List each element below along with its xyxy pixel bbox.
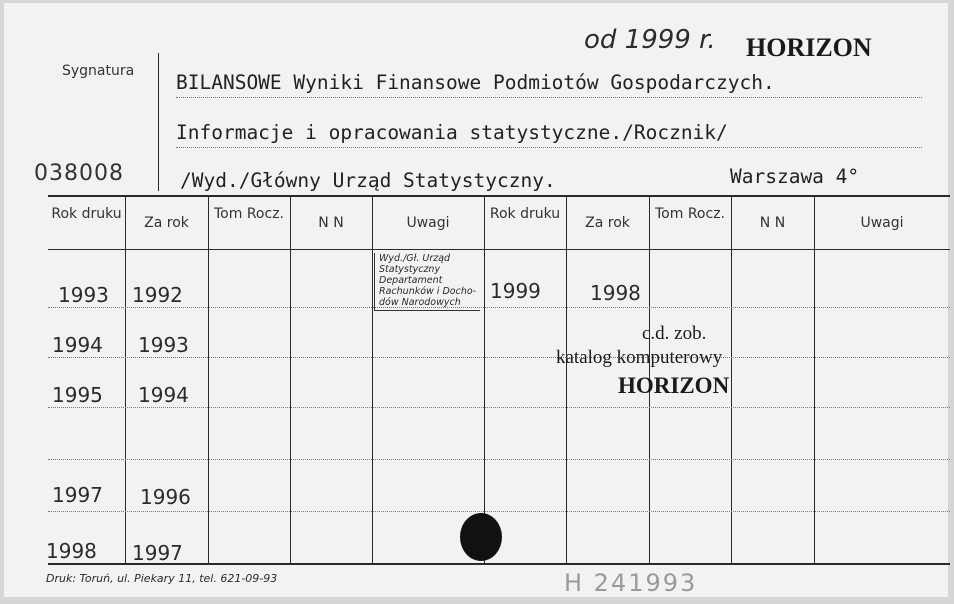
row6-rok-druku: 1998: [46, 539, 97, 563]
header-za-rok-right: Za rok: [585, 215, 630, 231]
note-line: Departament: [379, 275, 443, 286]
table-bottom-border: [48, 563, 950, 565]
note-line: Rachunków i Docho-: [379, 286, 477, 297]
note-line: Statystyczny: [379, 264, 441, 275]
header-uwagi: Uwagi: [406, 215, 450, 231]
col-line: [208, 195, 209, 563]
row-line: [48, 459, 950, 460]
title-line-1: BILANSOWE Wyniki Finansowe Podmiotów Gospodarczych.: [176, 71, 775, 94]
stamp-horizon: HORIZON: [618, 373, 730, 398]
header-nn: N N: [318, 215, 344, 231]
header-rok-druku: Rok druku: [51, 206, 122, 222]
row-line: [48, 307, 950, 308]
header-tom-rocz-right: Tom Rocz.: [655, 206, 725, 222]
note-line: Wyd./Gł. Urząd: [379, 253, 451, 264]
signature-divider: [158, 53, 159, 191]
note-line: dów Narodowych: [379, 297, 461, 308]
header-rok-druku-right: Rok druku: [489, 206, 561, 222]
signature-number: 038008: [34, 161, 124, 186]
row5-za-rok: 1996: [140, 485, 191, 509]
signature-label: Sygnatura: [62, 63, 135, 79]
punch-hole: [460, 513, 502, 561]
header-tom-rocz: Tom Rocz.: [214, 206, 284, 222]
catalog-card: [4, 3, 948, 597]
row3-za-rok: 1994: [138, 383, 189, 407]
col-line: [814, 195, 815, 563]
header-nn-right: N N: [759, 215, 786, 231]
row5-rok-druku: 1997: [52, 483, 103, 507]
row3-rok-druku: 1995: [52, 383, 103, 407]
col-line: [484, 195, 485, 563]
col-line: [566, 195, 567, 563]
header-za-rok: Za rok: [144, 215, 189, 231]
title-rule-1: [176, 97, 922, 98]
uwagi-handwritten-note: [374, 253, 480, 311]
title-line-2: Informacje i opracowania statystyczne./Rocznik/: [176, 121, 728, 144]
row2-za-rok: 1993: [138, 333, 189, 357]
row-line: [48, 511, 950, 512]
header-uwagi-right: Uwagi: [860, 215, 904, 231]
footer-handwritten-number: H 241993: [564, 569, 698, 597]
row1-za-rok: 1992: [132, 283, 183, 307]
col-line: [731, 195, 732, 563]
row6-za-rok: 1997: [132, 541, 183, 565]
publication-place: Warszawa 4°: [730, 165, 860, 188]
title-line-3: /Wyd./Główny Urząd Statystyczny.: [180, 169, 556, 192]
row2-rok-druku: 1994: [52, 333, 103, 357]
row-line: [48, 357, 950, 358]
row1-rok-druku: 1993: [58, 283, 109, 307]
stamp-cd-zob: c.d. zob.: [642, 323, 707, 344]
title-rule-2: [176, 147, 922, 148]
right-row1-za-rok: 1998: [590, 281, 641, 305]
right-row1-rok-druku: 1999: [490, 279, 541, 303]
footer-print-info: Druk: Toruń, ul. Piekary 11, tel. 621-09-93: [46, 572, 278, 585]
stamp-katalog: katalog komputerowy: [556, 347, 723, 368]
horizon-stamp-top: HORIZON: [746, 33, 872, 62]
col-line: [372, 195, 373, 563]
handwritten-date-note: od 1999 r.: [584, 25, 716, 55]
row-line: [48, 407, 950, 408]
col-line: [125, 195, 126, 563]
col-line: [290, 195, 291, 563]
